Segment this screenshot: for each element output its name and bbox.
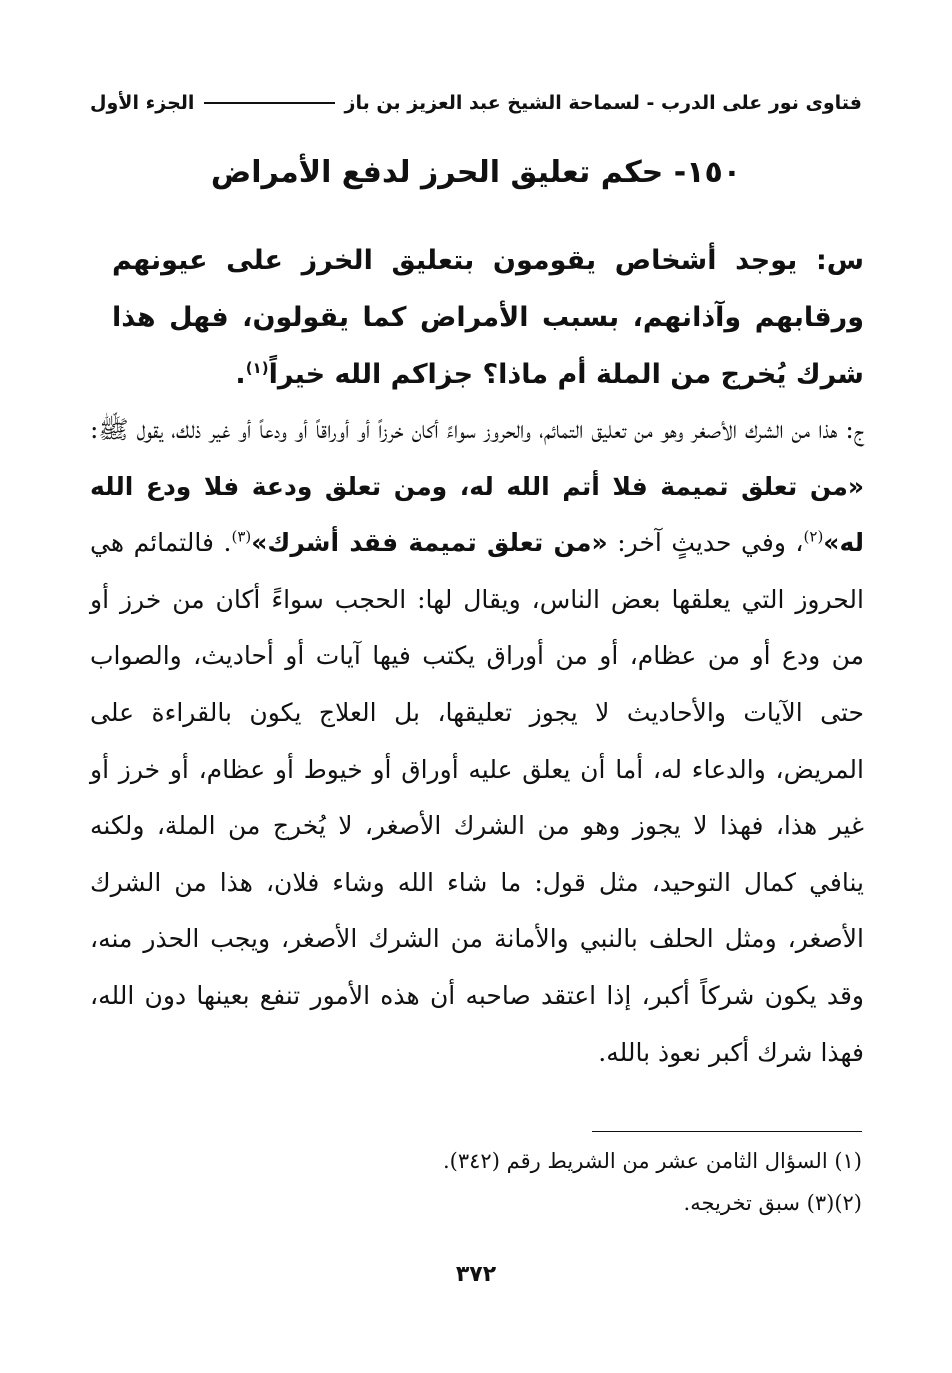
footnote-ref-3: (٣) <box>231 527 252 546</box>
question-paragraph <box>112 232 864 403</box>
running-header <box>90 86 862 120</box>
answer-part-1: هذا من الشرك الأصغر وهو من تعليق التمائم، والحروز سواءً أكان خرزاً أو أوراقاً أو ودعاً أو غير ذلك، يقول ﷺ: <box>90 415 838 444</box>
question-text: يوجد أشخاص يقومون بتعليق الخرز على عيونهم ورقابهم وآذانهم، بسبب الأمراض كما يقولون، فهل هذا شرك يُخرج من الملة أم ماذا؟ جزاكم الله خيراً <box>112 245 864 390</box>
header-rule <box>204 102 334 104</box>
footnotes <box>90 1140 862 1224</box>
section-title: ١٥٠- حكم تعليق الحرز لدفع الأمراض <box>210 155 742 190</box>
page-number: ٣٧٢ <box>455 1262 497 1287</box>
answer-paragraph <box>90 402 864 1081</box>
answer-part-3: . فالتمائم هي الحروز التي يعلقها بعض الناس، ويقال لها: الحجب سواءً أكان من خرز أو من ودع أو من عظام، أو من أوراق يكتب فيها آيات أو أحاديث، والصواب حتى الآيات والأحاديث لا يجوز تعليقها، بل العلاج يكون بالقراءة على المريض، والدعاء له، أما أن يعلق عليه أوراق أو خيوط أو عظام، أو خرز أو غير هذا، فهذا لا يجوز وهو من الشرك الأصغر، لا يُخرج من الملة، ولكنه ينافي كمال التوحيد، مثل قول: ما شاء الله وشاء فلان، هذا من الشرك الأصغر، ومثل الحلف بالنبي والأمانة من الشرك الأصغر، ويجب الحذر منه، وقد يكون شركاً أكبر، إذا اعتقد صاحبه أن هذه الأمور تنفع بعينها دون الله، فهذا شرك أكبر نعوذ بالله. <box>90 528 864 1067</box>
footnote-ref-1: (١) <box>245 359 269 377</box>
answer-prefix: ج: <box>845 415 864 444</box>
footnote-ref-2: (٢) <box>803 527 824 546</box>
footnote-2: (٢)(٣) سبق تخريجه. <box>683 1191 862 1215</box>
hadith-quote-1: «من تعلق تميمة فلا أتم الله له، ومن تعلق ودعة فلا ودع الله له» <box>90 471 864 558</box>
volume-label: الجزء الأول <box>90 92 195 114</box>
footnote-1: (١) السؤال الثامن عشر من الشريط رقم (٣٤٢). <box>443 1149 862 1173</box>
answer-part-2: ، وفي حديثٍ آخر: <box>617 528 804 558</box>
book-title: فتاوى نور على الدرب - لسماحة الشيخ عبد العزيز بن باز <box>344 92 862 114</box>
question-prefix: س: <box>815 245 865 276</box>
hadith-quote-2: «من تعلق تميمة فقد أشرك» <box>251 528 608 558</box>
question-end: . <box>235 359 246 390</box>
footnote-separator <box>592 1131 862 1132</box>
